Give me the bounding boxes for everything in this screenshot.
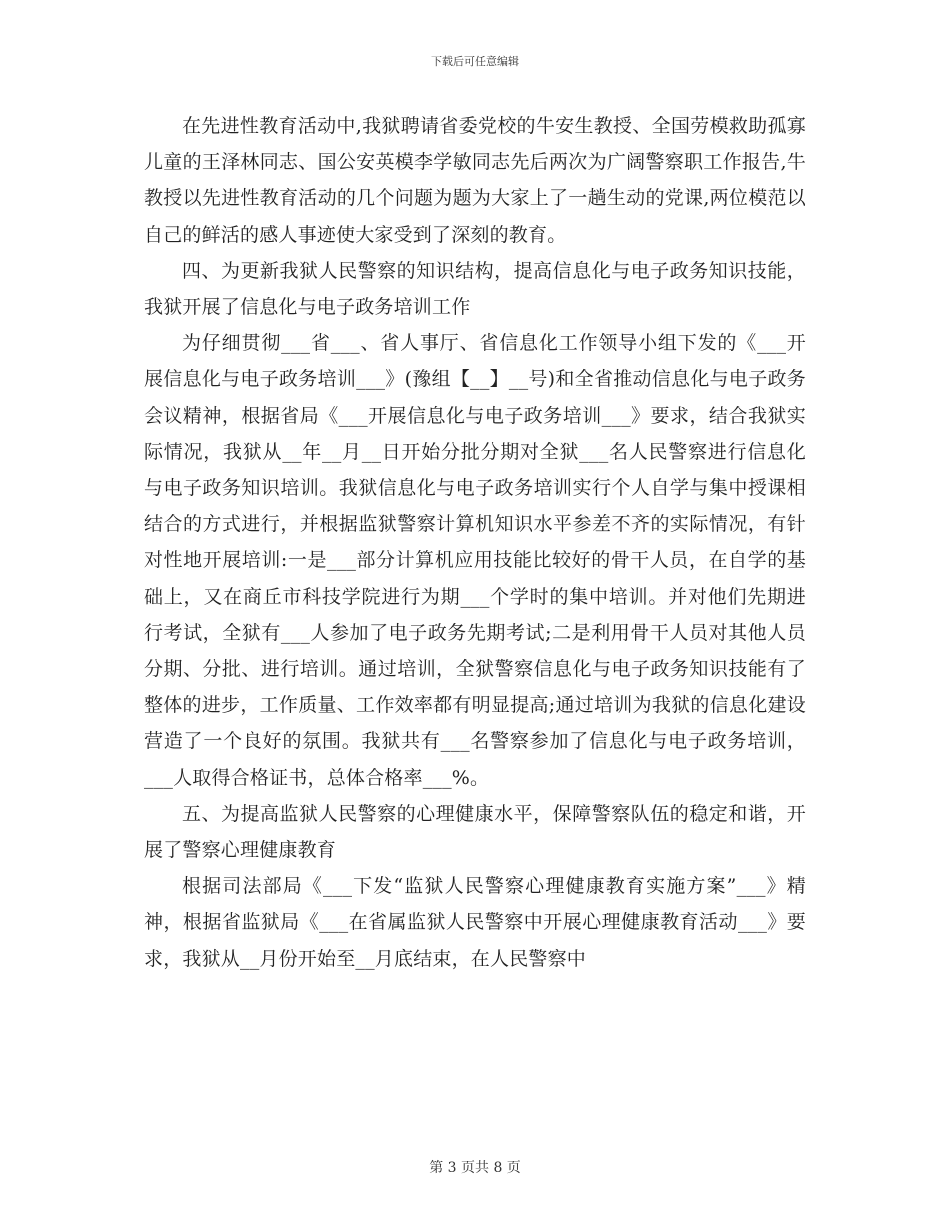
section-heading-5: 五、为提高监狱人民警察的心理健康水平，保障警察队伍的稳定和谐，开展了警察心理健康教育 bbox=[144, 802, 806, 862]
paragraph-5: 根据司法部局《___下发“监狱人民警察心理健康教育实施方案”___》精神，根据省监狱局《___在省属监狱人民警察中开展心理健康教育活动___》要求，我狱从__月份开始至__月底结束，在人民警察中 bbox=[144, 875, 806, 970]
paragraph-3: 为仔细贯彻___省___、省人事厅、省信息化工作领导小组下发的《___开展信息化与电子政务培训___》(豫组【__】__号)和全省推动信息化与电子政务会议精神，根据省局《___开展信息化与电子政务培训___》要求，结合我狱实际情况，我狱从__年__月__日开始分批分期对全狱___名人民警察进行信息化与电子政务知识培训。我狱信息化与电子政务培训实行个人自学与集中授课相结合的方式进行，并根据监狱警察计算机知识水平参差不齐的实际情况，有针对性地开展培训:一是___部分计算机应用技能比较好的骨干人员，在自学的基础上，又在商丘市科技学院进行为期___个学时的集中培训。并对他们先期进行考试，全狱有___人参加了电子政务先期考试;二是利用骨干人员对其他人员分期、分批、进行培训。通过培训，全狱警察信息化与电子政务知识技能有了整体的进步，工作质量、工作效率都有明显提高;通过培训为我狱的信息化建设营造了一个良好的氛围。我狱共有___名警察参加了信息化与电子政务培训，___人取得合格证书，总体合格率___%。 bbox=[144, 332, 806, 789]
page-header-note: 下载后可任意编辑 bbox=[431, 55, 519, 68]
paragraph-1: 在先进性教育活动中,我狱聘请省委党校的牛安生教授、全国劳模救助孤寡儿童的王泽林同志、国公安英模李学敏同志先后两次为广阔警察职工作报告,牛教授以先进性教育活动的几个问题为题为大家上了一趟生动的党课,两位模范以自己的鲜活的感人事迹使大家受到了深刻的教育。 bbox=[144, 115, 806, 246]
section-heading-4: 四、为更新我狱人民警察的知识结构，提高信息化与电子政务知识技能，我狱开展了信息化与电子政务培训工作 bbox=[144, 259, 806, 319]
document-body bbox=[144, 108, 806, 977]
page-number-footer: 第 3 页共 8 页 bbox=[429, 1160, 521, 1176]
